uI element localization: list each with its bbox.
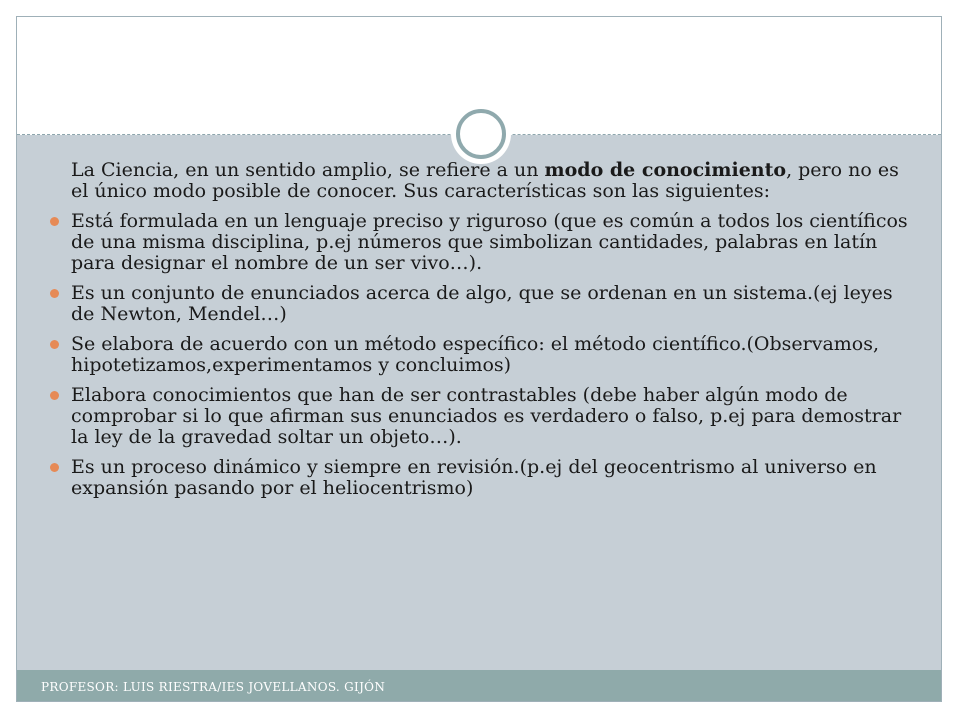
bullet-item: [46, 457, 916, 499]
bullet-dot-icon: [50, 463, 59, 472]
bullet-dot-icon: [50, 340, 59, 349]
bullet-dot-icon: [50, 217, 59, 226]
bullet-item: [46, 283, 916, 325]
bullet-item: [46, 385, 916, 448]
footer-text: PROFESOR: LUIS RIESTRA/IES JOVELLANOS. GIJÓN: [41, 680, 386, 694]
intro-text-before: La Ciencia, en un sentido amplio, se refiere a un: [71, 159, 545, 181]
intro-text-after: , pero no es el único modo posible de conocer. Sus características son las siguientes:: [71, 159, 899, 202]
bullet-dot-icon: [50, 289, 59, 298]
bullet-text: Elabora conocimientos que han de ser contrastables (debe haber algún modo de comprobar si lo que afirman sus enunciados es verdadero o falso, p.ej para demostrar la ley de la gravedad soltar un objeto…).: [71, 384, 902, 448]
intro-text-bold: modo de conocimiento: [544, 159, 787, 181]
bullet-text: Se elabora de acuerdo con un método específico: el método científico.(Observamos, hipotetizamos,experimentamos y concluimos): [71, 333, 880, 376]
intro-paragraph: [71, 160, 916, 202]
circle-ring-icon: [456, 109, 506, 159]
bullet-item: [46, 211, 916, 274]
bullet-list: [46, 211, 916, 499]
slide-body: [46, 160, 916, 508]
bullet-text: Es un proceso dinámico y siempre en revisión.(p.ej del geocentrismo al universo en expansión pasando por el heliocentrismo): [71, 456, 877, 499]
bullet-dot-icon: [50, 391, 59, 400]
bullet-text: Está formulada en un lenguaje preciso y riguroso (que es común a todos los científicos de una misma disciplina, p.ej números que simbolizan cantidades, palabras en latín para designar el nombre de un ser vivo…).: [71, 210, 908, 274]
bullet-item: [46, 334, 916, 376]
bullet-text: Es un conjunto de enunciados acerca de algo, que se ordenan en un sistema.(ej leyes de Newton, Mendel…): [71, 282, 893, 325]
